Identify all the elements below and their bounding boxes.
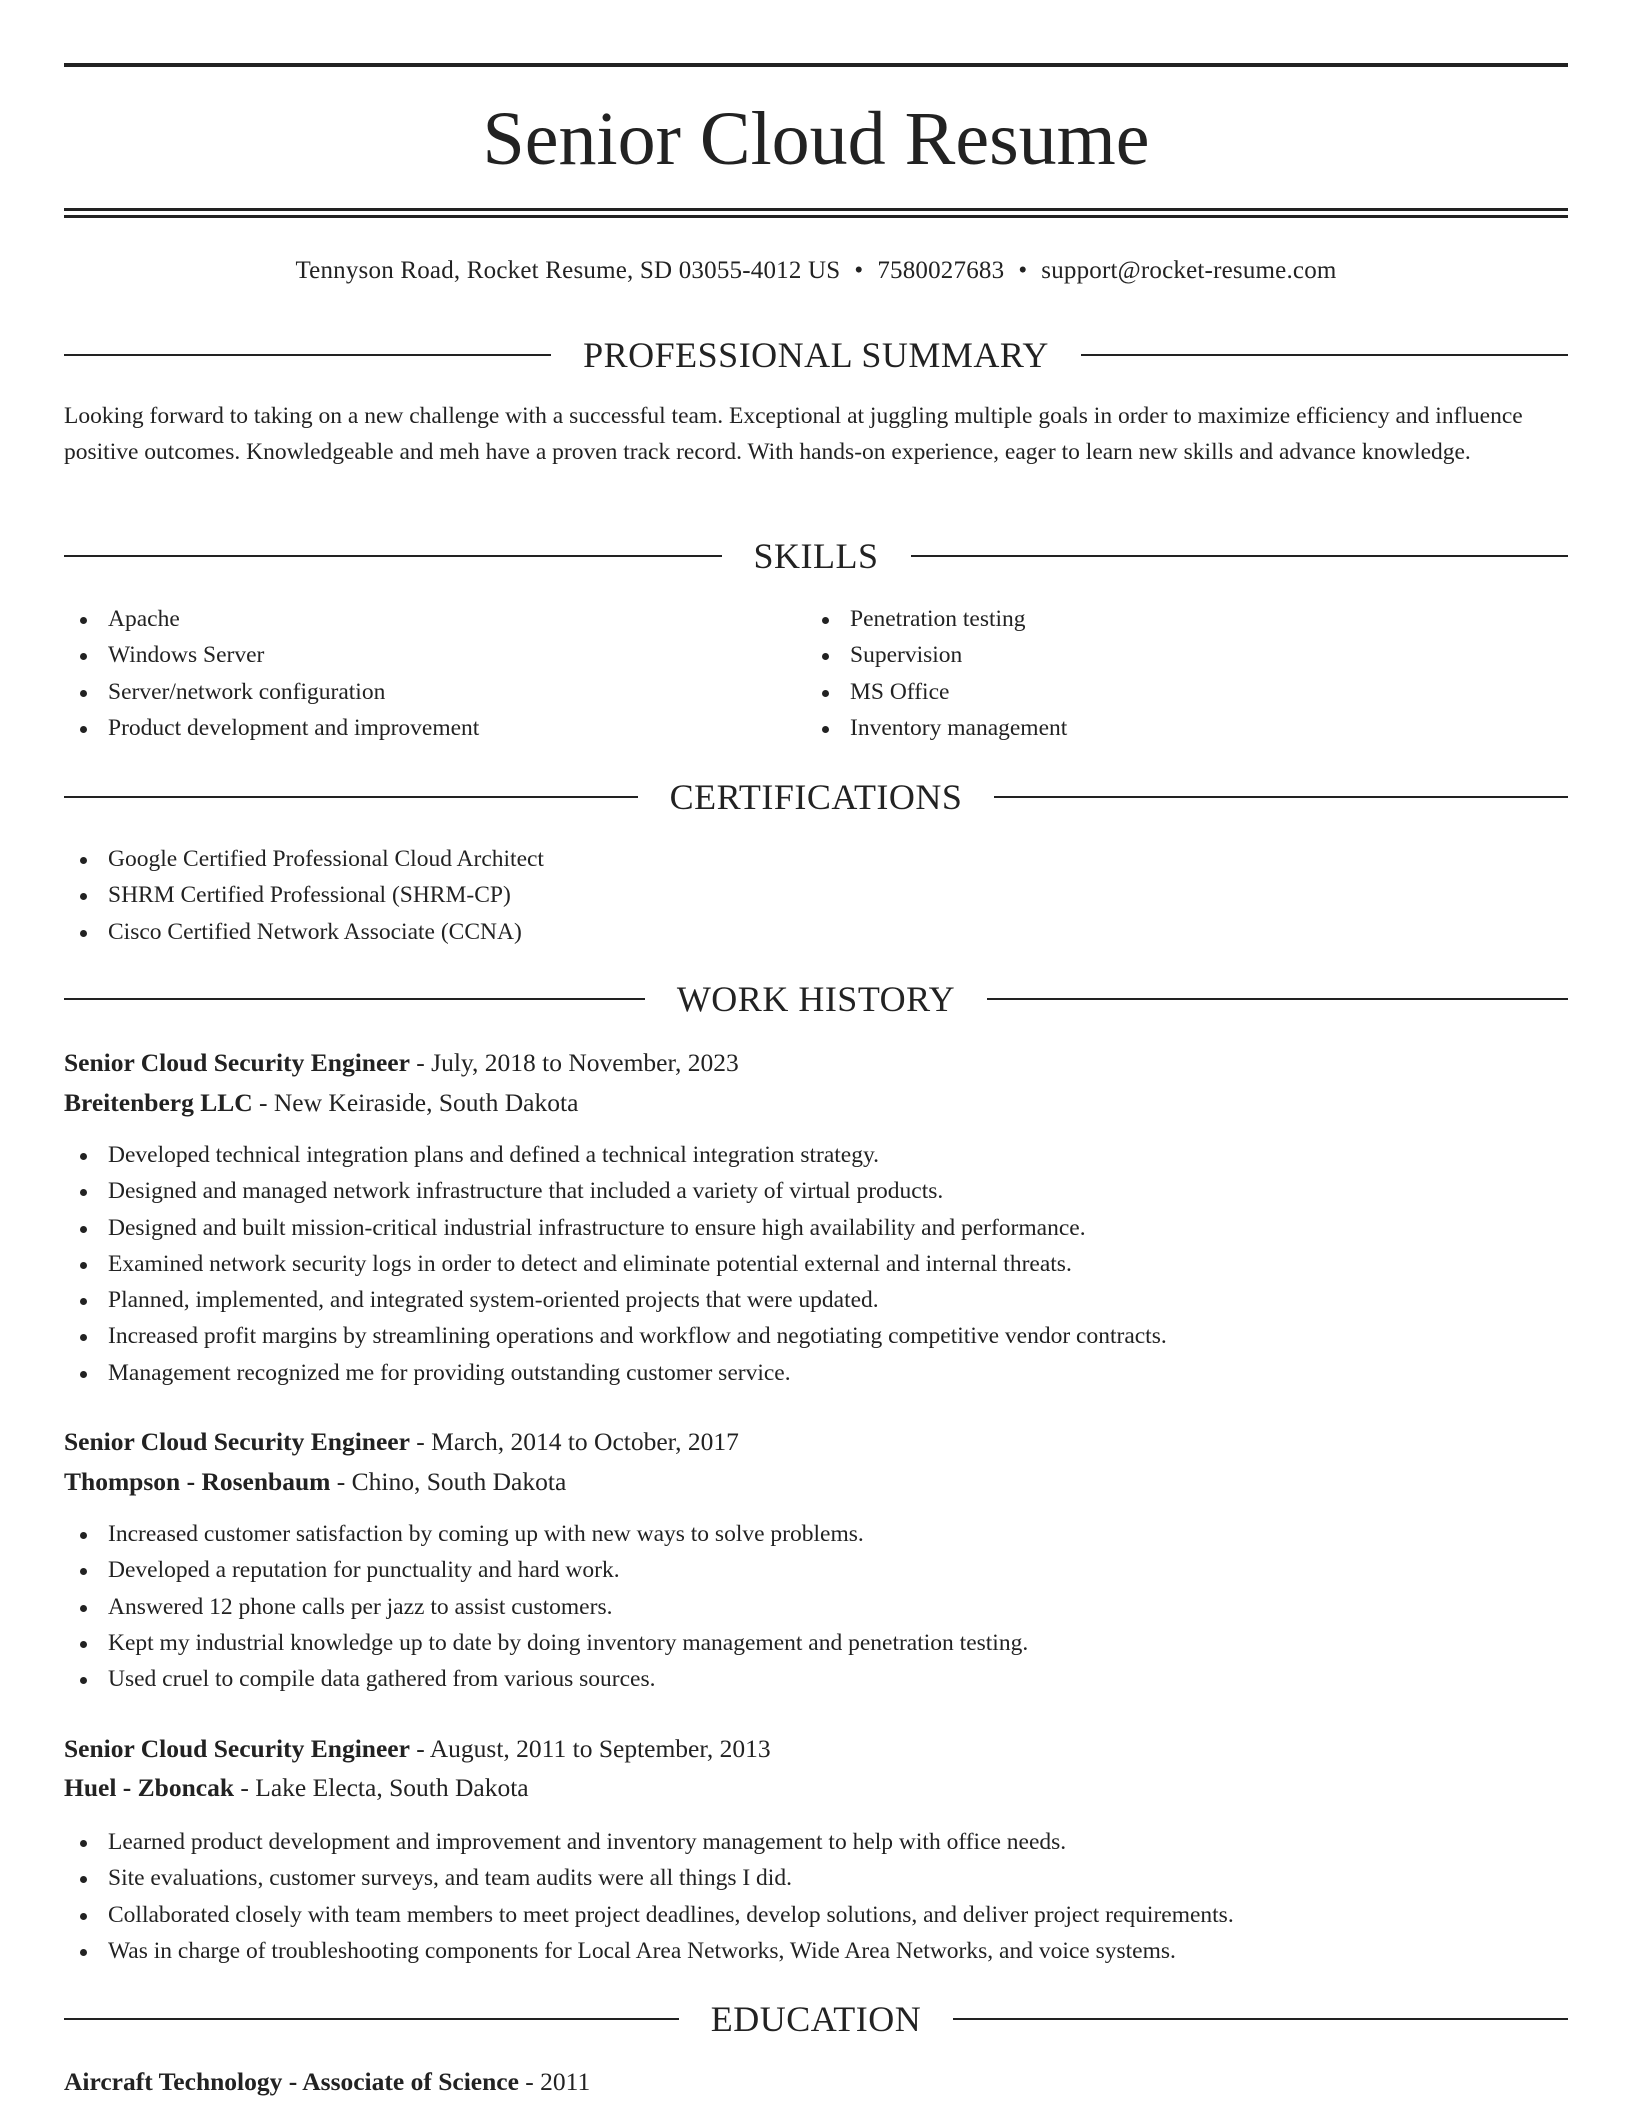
job-location: - Lake Electa, South Dakota bbox=[240, 1773, 529, 1802]
heading-rule bbox=[987, 998, 1568, 1000]
certification-item: SHRM Certified Professional (SHRM-CP) bbox=[64, 877, 544, 913]
heading-rule bbox=[953, 2018, 1568, 2020]
contact-phone[interactable]: 7580027683 bbox=[877, 257, 1005, 284]
skill-item: Server/network configuration bbox=[64, 674, 479, 710]
job-company: Breitenberg LLC bbox=[64, 1088, 253, 1117]
heading-rule bbox=[1081, 354, 1568, 356]
job-title-line bbox=[64, 1045, 1568, 1081]
job-dates: - July, 2018 to November, 2023 bbox=[416, 1048, 739, 1077]
section-heading-work-history bbox=[64, 977, 1568, 1021]
job-bullet: Increased profit margins by streamlining operations and workflow and negotiating competitive vendor contracts. bbox=[64, 1318, 1167, 1354]
section-title: PROFESSIONAL SUMMARY bbox=[583, 335, 1049, 375]
job-title-line bbox=[64, 1424, 1568, 1460]
job-bullet: Collaborated closely with team members to meet project deadlines, develop solutions, and deliver project requirements. bbox=[64, 1897, 1234, 1933]
heading-rule bbox=[64, 2018, 679, 2020]
job-company: Thompson - Rosenbaum bbox=[64, 1467, 331, 1496]
top-rule bbox=[64, 63, 1568, 67]
title-double-rule bbox=[64, 208, 1568, 218]
job-bullet: Examined network security logs in order to detect and eliminate potential external and internal threats. bbox=[64, 1246, 1167, 1282]
certification-item: Cisco Certified Network Associate (CCNA) bbox=[64, 914, 544, 950]
job-company-line bbox=[64, 1770, 1568, 1806]
job-bullet: Planned, implemented, and integrated system-oriented projects that were updated. bbox=[64, 1282, 1167, 1318]
job-bullet: Was in charge of troubleshooting components for Local Area Networks, Wide Area Networks, and voice systems. bbox=[64, 1933, 1234, 1969]
job-company-line bbox=[64, 1085, 1568, 1121]
section-title: EDUCATION bbox=[710, 1999, 922, 2039]
skill-item: MS Office bbox=[806, 674, 1067, 710]
section-title: SKILLS bbox=[753, 536, 879, 576]
section-title: WORK HISTORY bbox=[676, 979, 956, 1019]
job-bullet: Learned product development and improvement and inventory management to help with office needs. bbox=[64, 1824, 1234, 1860]
job-bullet: Answered 12 phone calls per jazz to assist customers. bbox=[64, 1589, 1028, 1625]
certification-item: Google Certified Professional Cloud Architect bbox=[64, 841, 544, 877]
contact-line bbox=[64, 254, 1568, 288]
heading-rule bbox=[64, 998, 645, 1000]
job-bullets bbox=[64, 1516, 1028, 1697]
job-dates: - August, 2011 to September, 2013 bbox=[416, 1734, 771, 1763]
heading-rule bbox=[64, 354, 551, 356]
job-bullet: Developed a reputation for punctuality and hard work. bbox=[64, 1552, 1028, 1588]
section-heading-education bbox=[64, 1997, 1568, 2041]
section-title: CERTIFICATIONS bbox=[669, 777, 963, 817]
job-bullets bbox=[64, 1824, 1234, 1969]
certifications-list bbox=[64, 841, 544, 950]
skill-item: Product development and improvement bbox=[64, 710, 479, 746]
job-location: - Chino, South Dakota bbox=[336, 1467, 567, 1496]
job-dates: - March, 2014 to October, 2017 bbox=[416, 1427, 739, 1456]
section-heading-summary bbox=[64, 333, 1568, 377]
skills-list-left bbox=[64, 601, 479, 746]
job-bullet: Designed and managed network infrastructure that included a variety of virtual products. bbox=[64, 1173, 1167, 1209]
job-bullet: Site evaluations, customer surveys, and team audits were all things I did. bbox=[64, 1860, 1234, 1896]
heading-rule bbox=[911, 555, 1569, 557]
heading-rule bbox=[994, 796, 1568, 798]
job-title: Senior Cloud Security Engineer bbox=[64, 1427, 410, 1456]
summary-text: Looking forward to taking on a new challenge with a successful team. Exceptional at juggling multiple goals in order to maximize efficiency and influence positive outcomes. Knowledgeable and meh have a proven track record. With hands-on experience, eager to learn new skills and advance knowledge. bbox=[64, 403, 1523, 465]
heading-rule bbox=[64, 555, 722, 557]
education-degree: Aircraft Technology - Associate of Science bbox=[64, 2067, 519, 2096]
job-company: Huel - Zboncak bbox=[64, 1773, 235, 1802]
skill-item: Apache bbox=[64, 601, 479, 637]
education-line bbox=[64, 2064, 1568, 2100]
resume-title: Senior Cloud Resume bbox=[482, 97, 1150, 181]
job-bullet: Developed technical integration plans and defined a technical integration strategy. bbox=[64, 1137, 1167, 1173]
skill-item: Windows Server bbox=[64, 637, 479, 673]
skills-list-right bbox=[806, 601, 1067, 746]
contact-address: Tennyson Road, Rocket Resume, SD 03055-4012 US bbox=[295, 257, 841, 284]
skill-item: Supervision bbox=[806, 637, 1067, 673]
job-bullet: Designed and built mission-critical industrial infrastructure to ensure high availability and performance. bbox=[64, 1210, 1167, 1246]
job-title-line bbox=[64, 1731, 1568, 1767]
job-title: Senior Cloud Security Engineer bbox=[64, 1734, 410, 1763]
job-bullet: Management recognized me for providing outstanding customer service. bbox=[64, 1355, 1167, 1391]
contact-separator: • bbox=[854, 257, 864, 284]
section-heading-certifications bbox=[64, 775, 1568, 819]
job-bullet: Kept my industrial knowledge up to date by doing inventory management and penetration testing. bbox=[64, 1625, 1028, 1661]
contact-email[interactable]: support@rocket-resume.com bbox=[1041, 257, 1337, 284]
skill-item: Penetration testing bbox=[806, 601, 1067, 637]
education-year: - 2011 bbox=[525, 2067, 591, 2096]
job-title: Senior Cloud Security Engineer bbox=[64, 1048, 410, 1077]
section-heading-skills bbox=[64, 534, 1568, 578]
heading-rule bbox=[64, 796, 638, 798]
skill-item: Inventory management bbox=[806, 710, 1067, 746]
job-bullet: Used cruel to compile data gathered from various sources. bbox=[64, 1661, 1028, 1697]
job-bullets bbox=[64, 1137, 1167, 1391]
job-location: - New Keiraside, South Dakota bbox=[259, 1088, 579, 1117]
job-bullet: Increased customer satisfaction by coming up with new ways to solve problems. bbox=[64, 1516, 1028, 1552]
job-company-line bbox=[64, 1464, 1568, 1500]
contact-separator: • bbox=[1018, 257, 1028, 284]
